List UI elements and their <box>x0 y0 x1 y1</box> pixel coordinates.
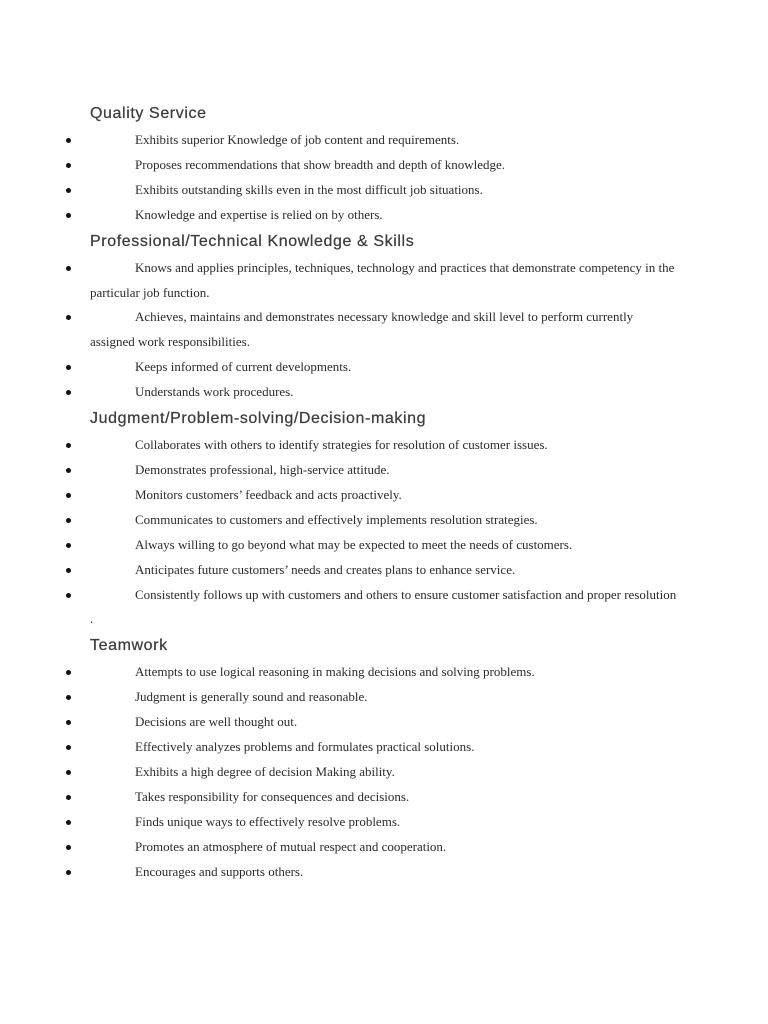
list-item-text: Encourages and supports others. <box>135 863 304 879</box>
bullet-icon <box>66 315 71 320</box>
section-heading: Teamwork <box>90 637 168 655</box>
list-item <box>0 685 768 710</box>
list-item <box>0 458 768 483</box>
bullet-icon <box>66 188 71 193</box>
bullet-icon <box>66 745 71 750</box>
list-item-text: Anticipates future customers’ needs and creates plans to enhance service. <box>135 561 516 577</box>
bullet-icon <box>66 593 71 598</box>
list-item-text: Demonstrates professional, high-service attitude. <box>135 461 390 477</box>
list-item-text: Communicates to customers and effectively implements resolution strategies. <box>135 511 538 527</box>
list-item-text: Knowledge and expertise is relied on by others. <box>135 206 383 222</box>
list-item <box>0 735 768 760</box>
list-item <box>0 533 768 558</box>
bullet-icon <box>66 390 71 395</box>
bullet-icon <box>66 266 71 271</box>
bullet-icon <box>66 543 71 548</box>
section-heading: Judgment/Problem-solving/Decision-making <box>90 410 427 428</box>
list-item <box>0 305 768 355</box>
list-item-text: Exhibits a high degree of decision Making ability. <box>135 763 395 779</box>
list-item <box>0 583 768 633</box>
list-item <box>0 380 768 405</box>
bullet-icon <box>66 670 71 675</box>
list-item-text: Consistently follows up with customers and others to ensure customer satisfaction and proper resolution . <box>90 586 677 627</box>
section-heading: Quality Service <box>90 105 207 122</box>
list-item-text: Achieves, maintains and demonstrates necessary knowledge and skill level to perform currently assigned work responsibilities. <box>90 309 634 350</box>
list-item <box>0 558 768 583</box>
list-item <box>0 860 768 885</box>
list-item <box>0 128 768 153</box>
list-item-text: Keeps informed of current developments. <box>135 359 352 375</box>
list-item <box>0 785 768 810</box>
bullet-list <box>0 256 768 405</box>
bullet-icon <box>66 138 71 143</box>
bullet-icon <box>66 163 71 168</box>
bullet-icon <box>66 518 71 523</box>
list-item <box>0 203 768 228</box>
list-item <box>0 660 768 685</box>
bullet-list <box>0 128 768 228</box>
list-item <box>0 433 768 458</box>
bullet-list <box>0 660 768 884</box>
list-item-text: Knows and applies principles, techniques, technology and practices that demonstrate competency in the particular job function. <box>90 259 675 300</box>
list-item <box>0 256 768 306</box>
list-item <box>0 810 768 835</box>
bullet-icon <box>66 468 71 473</box>
bullet-icon <box>66 695 71 700</box>
list-item-text: Always willing to go beyond what may be expected to meet the needs of customers. <box>135 536 573 552</box>
bullet-icon <box>66 493 71 498</box>
list-item-text: Exhibits outstanding skills even in the most difficult job situations. <box>135 181 483 197</box>
bullet-list <box>0 433 768 632</box>
section <box>0 405 768 632</box>
list-item-text: Takes responsibility for consequences and decisions. <box>135 788 410 804</box>
list-item-text: Judgment is generally sound and reasonable. <box>135 689 368 705</box>
bullet-icon <box>66 568 71 573</box>
section <box>0 228 768 405</box>
section <box>0 100 768 228</box>
list-item <box>0 355 768 380</box>
list-item <box>0 508 768 533</box>
section <box>0 632 768 884</box>
list-item-text: Understands work procedures. <box>135 384 294 400</box>
list-item <box>0 760 768 785</box>
list-item <box>0 835 768 860</box>
list-item-text: Decisions are well thought out. <box>135 714 298 730</box>
list-item-text: Exhibits superior Knowledge of job content and requirements. <box>135 132 460 147</box>
list-item <box>0 178 768 203</box>
bullet-icon <box>66 443 71 448</box>
bullet-icon <box>66 770 71 775</box>
list-item-text: Effectively analyzes problems and formulates practical solutions. <box>135 739 475 755</box>
list-item-text: Finds unique ways to effectively resolve problems. <box>135 813 401 829</box>
bullet-icon <box>66 820 71 825</box>
list-item-text: Proposes recommendations that show breadth and depth of knowledge. <box>135 156 506 172</box>
bullet-icon <box>66 845 71 850</box>
list-item-text: Attempts to use logical reasoning in making decisions and solving problems. <box>135 664 535 680</box>
bullet-icon <box>66 795 71 800</box>
list-item-text: Promotes an atmosphere of mutual respect and cooperation. <box>135 838 447 854</box>
list-item-text: Collaborates with others to identify strategies for resolution of customer issues. <box>135 437 548 453</box>
bullet-icon <box>66 213 71 218</box>
section-heading: Professional/Technical Knowledge & Skills <box>90 232 415 250</box>
list-item <box>0 483 768 508</box>
bullet-icon <box>66 365 71 370</box>
list-item <box>0 153 768 178</box>
bullet-icon <box>66 720 71 725</box>
bullet-icon <box>66 870 71 875</box>
list-item <box>0 710 768 735</box>
list-item-text: Monitors customers’ feedback and acts proactively. <box>135 486 402 502</box>
